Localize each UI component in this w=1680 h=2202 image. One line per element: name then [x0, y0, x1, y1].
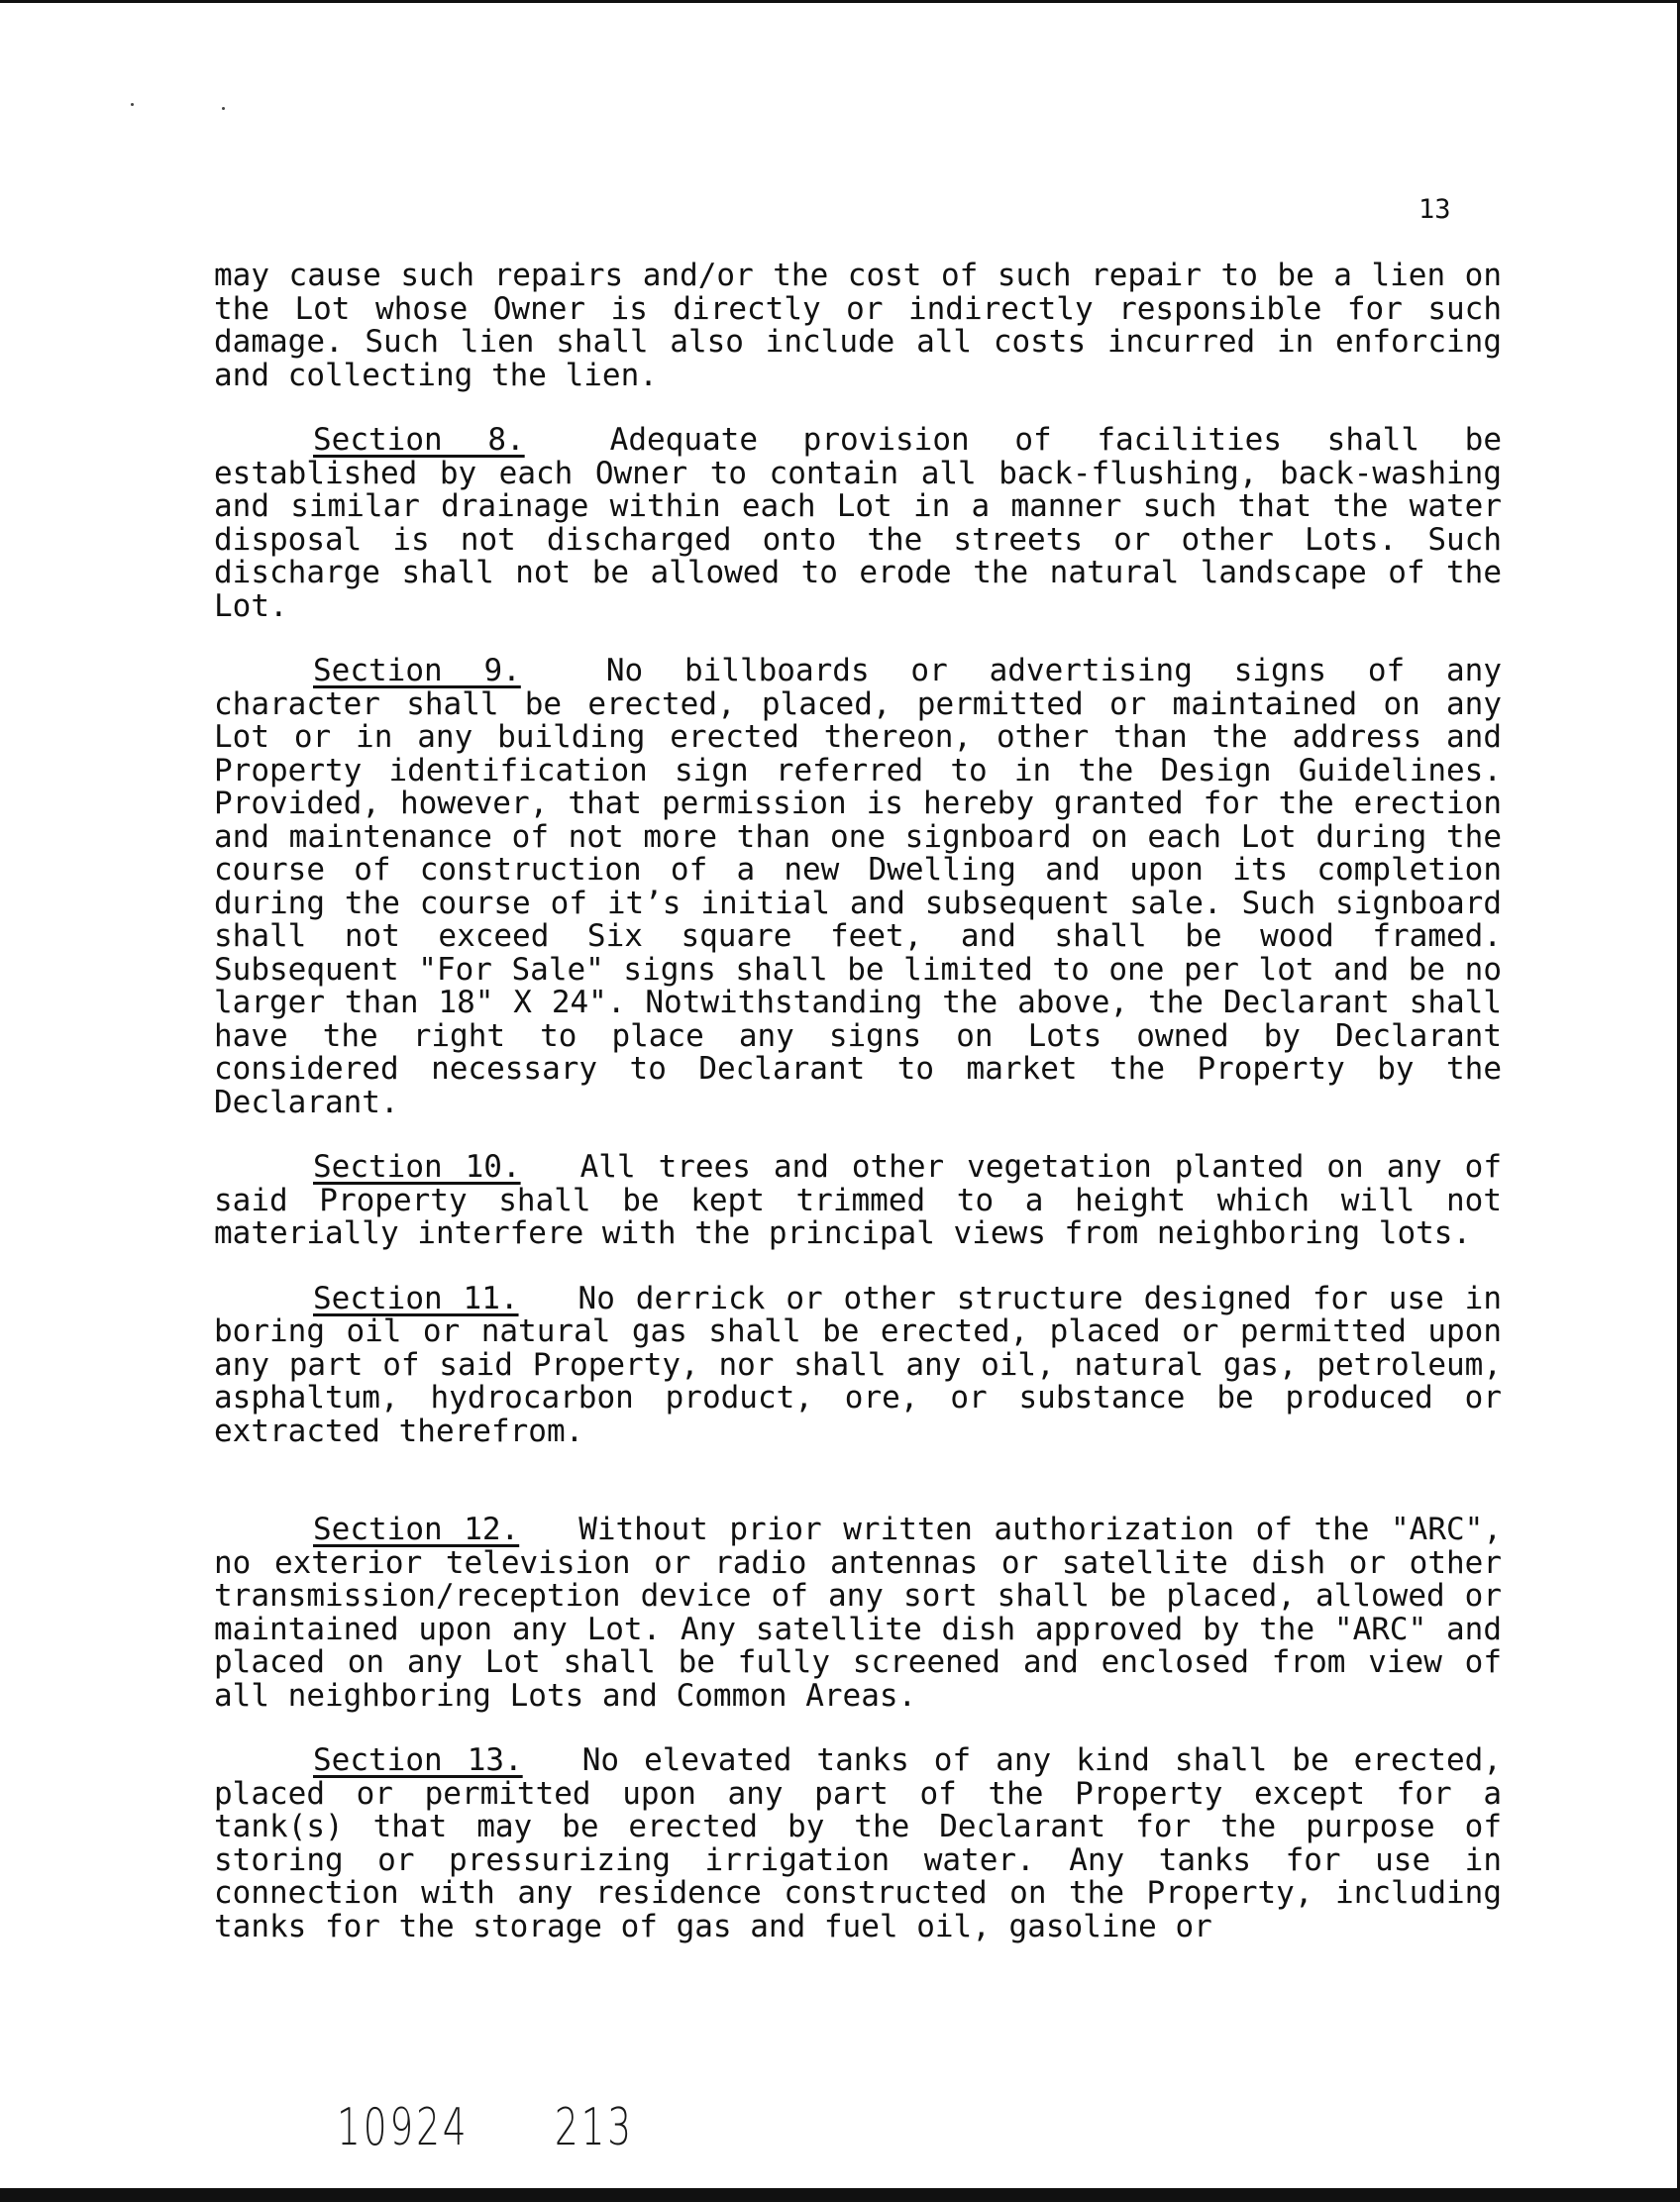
section-8-label: Section 8.	[313, 422, 525, 458]
section-8-text: Adequate provision of facilities shall be established by each Owner to contain all back-flushing, back-washing and similar drainage within each Lot in a manner such that the water disposal is not discharged onto the streets or other Lots. Such discharge shall not be allowed to erode the natural landscape of the Lot.	[214, 422, 1502, 624]
paragraph-continuation	[214, 260, 1502, 392]
section-12-paragraph	[214, 1514, 1502, 1713]
scan-speck	[131, 103, 134, 106]
section-11-text: No derrick or other structure designed for use in boring oil or natural gas shall be erected, placed or permitted upon any part of said Property, nor shall any oil, natural gas, petroleum, asphaltum, hydrocarbon product, ore, or substance be produced or extracted therefrom.	[214, 1280, 1502, 1449]
section-13-label: Section 13.	[313, 1742, 523, 1778]
scan-border-top	[0, 0, 1680, 3]
scan-border-bottom	[0, 2188, 1680, 2202]
paragraph-text: may cause such repairs and/or the cost of such repair to be a lien on the Lot whose Owner is directly or indirectly responsible for such damage. Such lien shall also include all costs incurred in enforcing and collecting the lien.	[214, 258, 1502, 393]
section-12-label: Section 12.	[313, 1512, 520, 1547]
section-8-paragraph	[214, 424, 1502, 623]
section-12-text: Without prior written authorization of the "ARC", no exterior television or radio antennas or satellite dish or other transmission/reception device of any sort shall be placed, allowed or maintained upon any Lot. Any satellite dish approved by the "ARC" and placed on any Lot shall be fully screened and enclosed from view of all neighboring Lots and Common Areas.	[214, 1512, 1502, 1714]
section-9-text: No billboards or advertising signs of any character shall be erected, placed, permitted or maintained on any Lot or in any building erected thereon, other than the address and Property identification sign referred to in the Design Guidelines. Provided, however, that permission is hereby granted for the erection and maintenance of not more than one signboard on each Lot during the course of construction of a new Dwelling and upon its completion during the course of it’s initial and subsequent sale. Such signboard shall not exceed Six square feet, and shall be wood framed. Subsequent "For Sale" signs shall be limited to one per lot and be no larger than 18" X 24". Notwithstanding the above, the Declarant shall have the right to place any signs on Lots owned by Declarant considered necessary to Declarant to market the Property by the Declarant.	[214, 653, 1502, 1120]
document-body	[214, 260, 1502, 1943]
stamp-page-number: 213	[554, 2098, 635, 2157]
section-13-paragraph	[214, 1744, 1502, 1943]
section-10-text: All trees and other vegetation planted on any of said Property shall be kept trimmed to a height which will not materially interfere with the principal views from neighboring lots.	[214, 1149, 1502, 1251]
section-10-paragraph	[214, 1151, 1502, 1251]
section-11-label: Section 11.	[313, 1280, 519, 1316]
scan-speck	[222, 107, 225, 110]
recording-stamp	[337, 2098, 634, 2157]
section-13-text: No elevated tanks of any kind shall be erected, placed or permitted upon any part of the Property except for a tank(s) that may be erected by the Declarant for the purpose of storing or pressurizing irrigation water. Any tanks for use in connection with any residence constructed on the Property, including tanks for the storage of gas and fuel oil, gasoline or	[214, 1742, 1502, 1944]
page-number: 13	[1418, 194, 1451, 225]
section-11-paragraph	[214, 1280, 1502, 1449]
section-10-label: Section 10.	[313, 1149, 521, 1185]
section-9-label: Section 9.	[313, 653, 521, 688]
stamp-book-number: 10924	[337, 2098, 470, 2157]
section-9-paragraph	[214, 655, 1502, 1119]
